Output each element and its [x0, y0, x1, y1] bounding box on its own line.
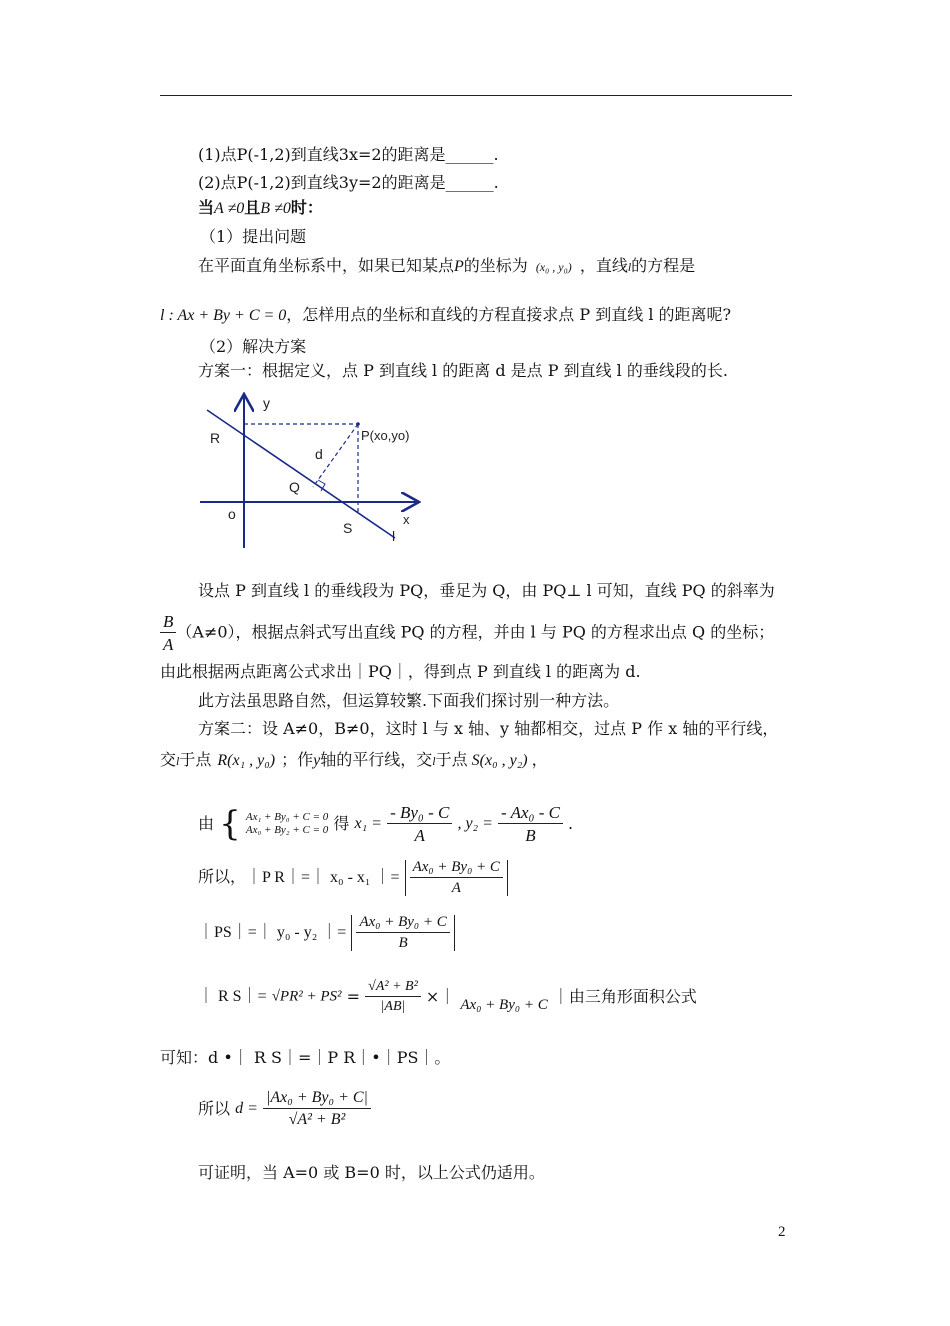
ps-line [198, 915, 455, 951]
fig-label-r: R [210, 430, 221, 446]
plan2-line2-a: 交 [160, 750, 177, 769]
condition-b: B ≠0 [260, 200, 291, 217]
plan2-l1: l [176, 754, 180, 768]
rs-times: ×｜ [425, 987, 456, 1006]
plan2-l2: l [432, 754, 436, 768]
plan2-line2-f: ， [531, 750, 548, 769]
point-p-dot [356, 422, 360, 426]
conclusion-line: 可证明，当 A=0 或 B=0 时，以上公式仍适用。 [198, 1163, 545, 1182]
rs-fraction [365, 980, 421, 1014]
d-den: √A² + B² [288, 1111, 346, 1128]
step1-line1-c: ，直线 [579, 256, 628, 275]
page-number: 2 [778, 1224, 786, 1240]
x1-num: - By₀ - C [387, 804, 452, 824]
condition-and: 且 [244, 198, 261, 217]
line-equation: l : Ax + By + C = 0 [160, 307, 287, 324]
ps-abs [351, 915, 454, 951]
y2-fraction [498, 804, 563, 844]
system-equations [246, 811, 328, 837]
point-p: P [454, 258, 464, 275]
geometry-figure [195, 388, 435, 556]
line-l: l [627, 260, 632, 274]
step1-line2 [160, 307, 731, 324]
plan2-line2-e: 于点 [435, 750, 468, 769]
slope-den: A [163, 635, 174, 654]
y2-num: - Ax₀ - C [498, 804, 563, 824]
fig-label-s: S [343, 520, 353, 536]
system-eq1: Ax₁ + By₀ + C = 0 [245, 811, 329, 823]
fig-label-y: y [263, 395, 270, 411]
step1-heading: （1）提出问题 [200, 227, 307, 246]
ps-num: Ax₀ + By₀ + C [356, 915, 449, 933]
exercise-q2: (2)点P(-1,2)到直线3y=2的距离是______. [198, 173, 499, 192]
condition-a: A ≠0 [214, 200, 245, 217]
plan2-y: y [313, 752, 321, 769]
rs-eq: = [346, 987, 361, 1006]
plan2-line2 [160, 752, 548, 769]
system-de: 得 [333, 814, 350, 833]
x1-label: x₁ = [354, 815, 382, 832]
plan2-line2-c: ；作 [281, 750, 314, 769]
area-line: 可知：d •｜ R S｜=｜P R｜•｜PS｜。 [160, 1048, 451, 1067]
rs-den: |AB| [380, 999, 406, 1014]
point-coord: (x₀ , y₀) [535, 260, 572, 274]
header-rule [160, 95, 792, 96]
plan2-line1: 方案二：设 A≠0，B≠0，这时 l 与 x 轴、y 轴都相交，过点 P 作 x 轴的平行线， [198, 719, 779, 738]
plan1-detail-line2 [160, 613, 774, 653]
fig-label-o: o [228, 506, 236, 522]
d-fraction [263, 1090, 371, 1128]
rs-label: ｜ R S｜= [198, 988, 267, 1005]
ps-den: B [398, 935, 408, 951]
y2-den: B [525, 826, 536, 845]
step1-line2-text: ，怎样用点的坐标和直线的方程直接求点 P 到直线 l 的距离呢? [286, 305, 732, 324]
step1-line1-a: 在平面直角坐标系中，如果已知某点 [198, 256, 455, 275]
slope-num: B [160, 613, 176, 633]
system-brace: { [219, 804, 241, 844]
pr-line [198, 860, 508, 896]
step1-line1-b: 的坐标为 [463, 256, 528, 275]
d-num: |Ax₀ + By₀ + C| [263, 1090, 371, 1109]
plan2-line2-b: 于点 [179, 750, 212, 769]
plan1-detail-line3: 由此根据两点距离公式求出｜PQ｜，得到点 P 到直线 l 的距离为 d. [160, 662, 641, 681]
system-you: 由 [198, 814, 215, 833]
plan1-detail-line2-text: （A≠0），根据点斜式写出直线 PQ 的方程，并由 l 与 PQ 的方程求出点 Q 的坐标； [176, 622, 775, 642]
plan1-detail-line4: 此方法虽思路自然，但运算较繁.下面我们探讨别一种方法。 [198, 691, 620, 710]
pr-label: 所以，｜P R｜=｜ x₀ - x₁ ｜= [198, 869, 400, 886]
plan1-text: 方案一：根据定义，点 P 到直线 l 的距离 d 是点 P 到直线 l 的垂线段的长. [198, 361, 728, 380]
y2-label: , y₂ = [457, 815, 493, 832]
d-formula-line [198, 1090, 371, 1128]
step2-heading: （2）解决方案 [200, 337, 307, 356]
rs-tail: ｜由三角形面积公式 [552, 987, 697, 1006]
rs-sqrt: √PR² + PS² [271, 988, 342, 1005]
plan1-detail-line1: 设点 P 到直线 l 的垂线段为 PQ，垂足为 Q，由 PQ⊥ l 可知，直线 PQ 的斜率为 [198, 581, 775, 600]
rs-num: √A² + B² [365, 980, 421, 997]
rs-expr: Ax₀ + By₀ + C [460, 996, 548, 1013]
system-line [198, 804, 573, 848]
fig-label-l: l [392, 528, 396, 544]
system-dot: . [568, 814, 574, 833]
x1-den: A [414, 826, 425, 845]
fig-label-p: P(xo,yo) [361, 428, 410, 443]
condition-post: 时： [290, 198, 323, 217]
exercise-q1: (1)点P(-1,2)到直线3x=2的距离是______. [198, 145, 499, 164]
d-so: 所以 [198, 1099, 231, 1118]
condition-line [198, 200, 323, 217]
system-eq2: Ax₀ + By₂ + C = 0 [245, 824, 329, 836]
point-r-coord: R(x₁ , y₀) [217, 752, 276, 769]
x1-fraction [387, 804, 452, 844]
pr-den: A [451, 880, 461, 896]
d-label: d = [235, 1100, 258, 1117]
fig-label-x: x [403, 512, 410, 527]
pr-num: Ax₀ + By₀ + C [410, 860, 503, 878]
pr-abs [405, 860, 508, 896]
plan2-line2-d: 轴的平行线，交 [320, 750, 433, 769]
slope-fraction [160, 613, 176, 653]
condition-pre: 当 [198, 198, 215, 217]
ps-label: ｜PS｜=｜ y₀ - y₂ ｜= [198, 924, 347, 941]
fig-label-q: Q [289, 479, 300, 495]
step1-line1 [198, 258, 695, 275]
rs-line [198, 980, 697, 1014]
step1-line1-d: 的方程是 [631, 256, 696, 275]
point-s-coord: S(x₀ , y₂) [471, 752, 528, 769]
fig-label-d: d [315, 446, 323, 462]
